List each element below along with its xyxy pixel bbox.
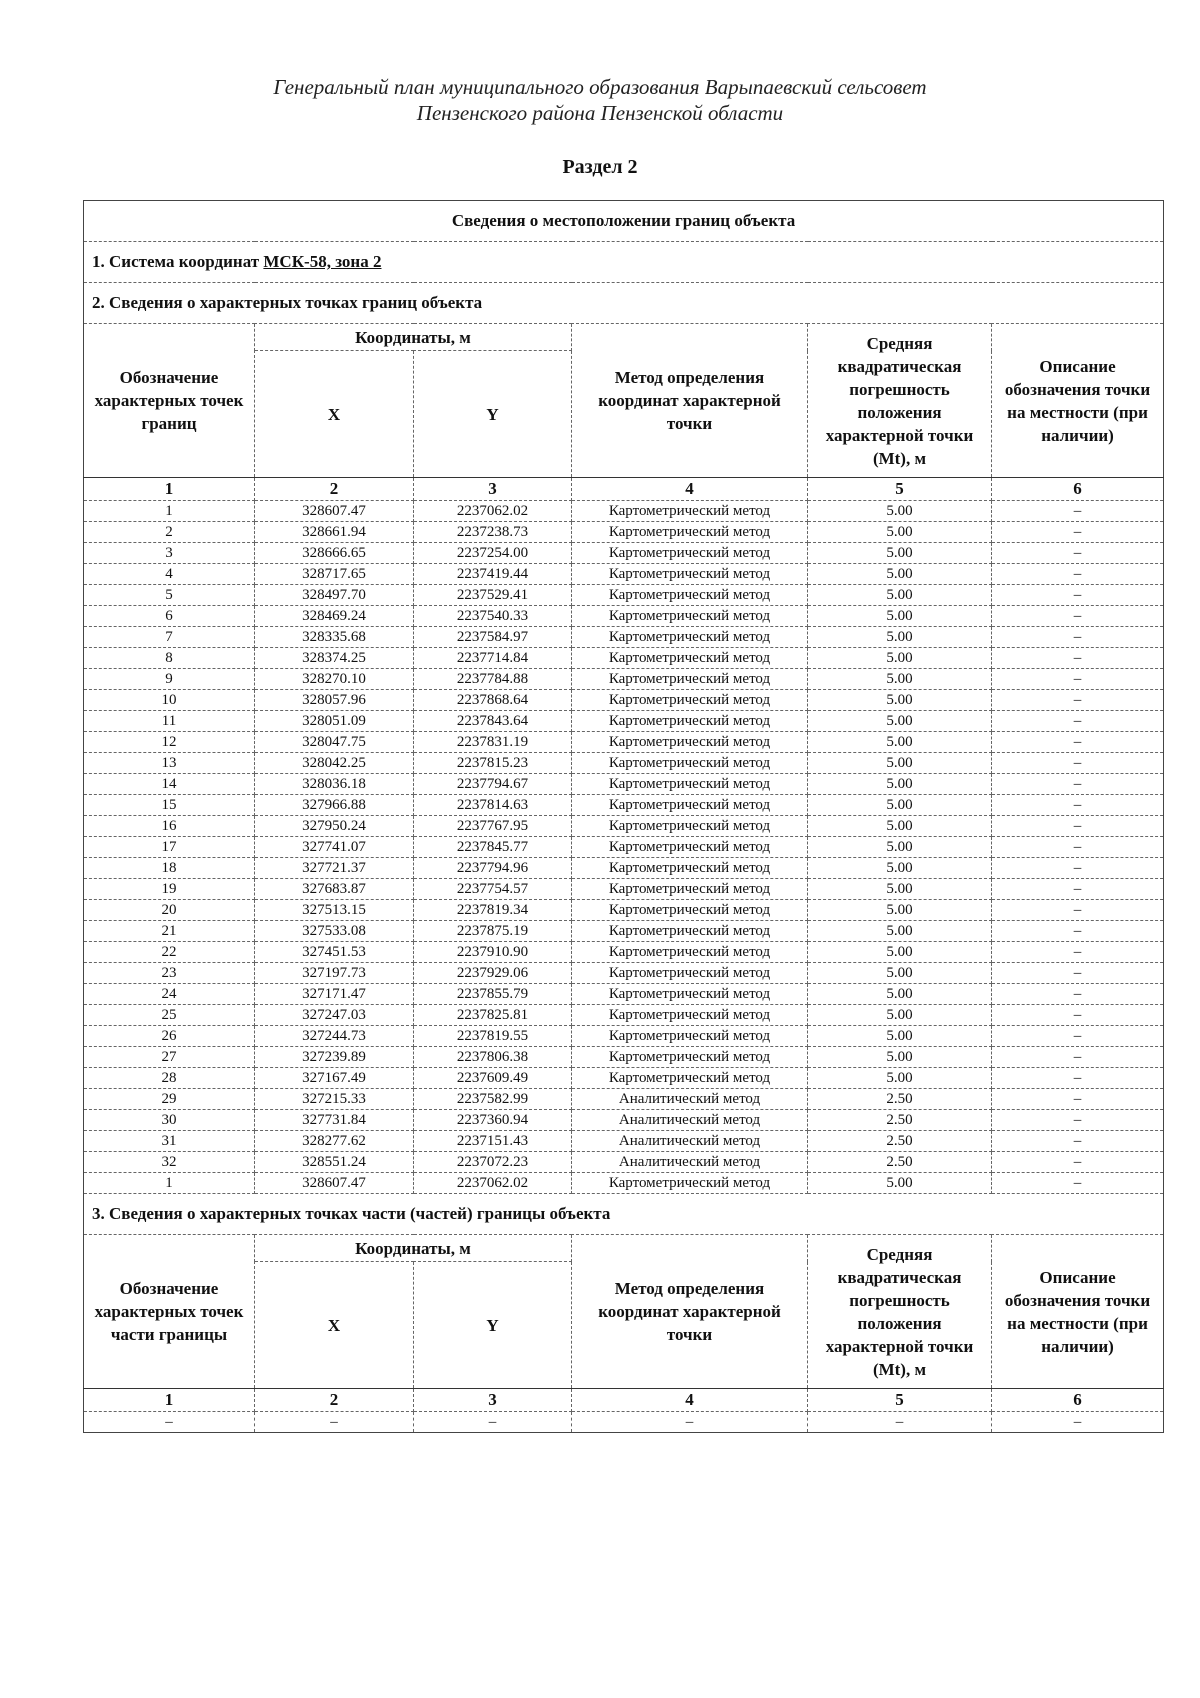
part-column-number-row bbox=[84, 1389, 1164, 1412]
cell-point-id: 21 bbox=[84, 921, 255, 942]
points-col-number: 6 bbox=[992, 478, 1164, 501]
cell-description: – bbox=[992, 837, 1164, 858]
cell-coord-x: 328036.18 bbox=[255, 774, 414, 795]
cell-method: Картометрический метод bbox=[572, 543, 808, 564]
cell-description: – bbox=[992, 795, 1164, 816]
cell-error: 5.00 bbox=[808, 543, 992, 564]
cell-description: – bbox=[992, 606, 1164, 627]
cell-description: – bbox=[992, 1089, 1164, 1110]
cell-coord-y: 2237767.95 bbox=[414, 816, 572, 837]
header-row-1 bbox=[84, 324, 1164, 351]
cell-coord-x: 328661.94 bbox=[255, 522, 414, 543]
cell-coord-x: 328607.47 bbox=[255, 1173, 414, 1194]
cell-description: – bbox=[992, 753, 1164, 774]
cell-coord-y: 2237843.64 bbox=[414, 711, 572, 732]
cell-description: – bbox=[992, 774, 1164, 795]
cell-method: Картометрический метод bbox=[572, 585, 808, 606]
cell-method: Картометрический метод bbox=[572, 879, 808, 900]
cell-description: – bbox=[992, 1047, 1164, 1068]
header-x: X bbox=[255, 351, 414, 478]
cell-method: Картометрический метод bbox=[572, 816, 808, 837]
cell-error: 5.00 bbox=[808, 1026, 992, 1047]
cell-coord-x: 328047.75 bbox=[255, 732, 414, 753]
cell-description: – bbox=[992, 711, 1164, 732]
cell-coord-x: 328666.65 bbox=[255, 543, 414, 564]
cell-coord-x: 328497.70 bbox=[255, 585, 414, 606]
cell-coord-y: 2237419.44 bbox=[414, 564, 572, 585]
cell-coord-x: 327533.08 bbox=[255, 921, 414, 942]
cell-method: Картометрический метод bbox=[572, 1026, 808, 1047]
cell-point-id: 12 bbox=[84, 732, 255, 753]
cell-coord-y: 2237929.06 bbox=[414, 963, 572, 984]
cell-method: Аналитический метод bbox=[572, 1110, 808, 1131]
cell-error: 5.00 bbox=[808, 606, 992, 627]
section3-title: 3. Сведения о характерных точках части (частей) границы объекта bbox=[84, 1194, 1164, 1235]
table-row bbox=[84, 627, 1164, 648]
points-col-number: 1 bbox=[84, 478, 255, 501]
cell-error: 5.00 bbox=[808, 1068, 992, 1089]
part-col-number: 2 bbox=[255, 1389, 414, 1412]
cell-error: 5.00 bbox=[808, 858, 992, 879]
header-line-2: Пензенского района Пензенской области bbox=[416, 101, 784, 125]
cell-description: – bbox=[992, 669, 1164, 690]
points-col-number: 3 bbox=[414, 478, 572, 501]
cell-coord-x: 328469.24 bbox=[255, 606, 414, 627]
cell-point-id: 29 bbox=[84, 1089, 255, 1110]
cell-coord-x: 327731.84 bbox=[255, 1110, 414, 1131]
cell-point-id: 23 bbox=[84, 963, 255, 984]
cell-error: 5.00 bbox=[808, 669, 992, 690]
cell-coord-x: 328042.25 bbox=[255, 753, 414, 774]
cell-coord-y: 2237360.94 bbox=[414, 1110, 572, 1131]
cell-method: – bbox=[572, 1412, 808, 1433]
cell-coord-y: 2237529.41 bbox=[414, 585, 572, 606]
cell-point-id: 7 bbox=[84, 627, 255, 648]
header-coords: Координаты, м bbox=[255, 324, 572, 351]
cell-coord-y: 2237254.00 bbox=[414, 543, 572, 564]
cell-coord-y: 2237806.38 bbox=[414, 1047, 572, 1068]
cell-error: 5.00 bbox=[808, 795, 992, 816]
table-row bbox=[84, 837, 1164, 858]
cell-description: – bbox=[992, 1152, 1164, 1173]
cell-error: 5.00 bbox=[808, 501, 992, 522]
cell-description: – bbox=[992, 1131, 1164, 1152]
table-row bbox=[84, 669, 1164, 690]
cell-point-id: 11 bbox=[84, 711, 255, 732]
coord-system-row bbox=[84, 242, 1164, 283]
cell-error: 5.00 bbox=[808, 1005, 992, 1026]
cell-coord-y: 2237794.96 bbox=[414, 858, 572, 879]
cell-error: 2.50 bbox=[808, 1089, 992, 1110]
section-title: Раздел 2 bbox=[562, 156, 638, 178]
cell-coord-y: 2237868.64 bbox=[414, 690, 572, 711]
cell-method: Картометрический метод bbox=[572, 732, 808, 753]
coord-system-cell bbox=[84, 242, 1164, 283]
cell-coord-y: 2237062.02 bbox=[414, 1173, 572, 1194]
part-col-number: 1 bbox=[84, 1389, 255, 1412]
cell-coord-x: 327171.47 bbox=[255, 984, 414, 1005]
cell-error: 5.00 bbox=[808, 1047, 992, 1068]
cell-error: 5.00 bbox=[808, 837, 992, 858]
cell-description: – bbox=[992, 1005, 1164, 1026]
cell-error: 5.00 bbox=[808, 879, 992, 900]
cell-method: Картометрический метод bbox=[572, 774, 808, 795]
cell-method: Аналитический метод bbox=[572, 1131, 808, 1152]
cell-coord-x: 327247.03 bbox=[255, 1005, 414, 1026]
cell-coord-x: 327741.07 bbox=[255, 837, 414, 858]
cell-coord-x: 328270.10 bbox=[255, 669, 414, 690]
cell-error: 5.00 bbox=[808, 753, 992, 774]
section3-title-row bbox=[84, 1194, 1164, 1235]
cell-point-id: 25 bbox=[84, 1005, 255, 1026]
cell-error: 2.50 bbox=[808, 1110, 992, 1131]
part-col-number: 6 bbox=[992, 1389, 1164, 1412]
cell-error: 5.00 bbox=[808, 963, 992, 984]
cell-method: Картометрический метод bbox=[572, 669, 808, 690]
cell-method: Картометрический метод bbox=[572, 984, 808, 1005]
cell-error: 5.00 bbox=[808, 984, 992, 1005]
cell-point-id: 4 bbox=[84, 564, 255, 585]
table-title: Сведения о местоположении границ объекта bbox=[84, 201, 1164, 242]
cell-method: Картометрический метод bbox=[572, 1005, 808, 1026]
cell-method: Картометрический метод bbox=[572, 837, 808, 858]
cell-description: – bbox=[992, 585, 1164, 606]
cell-coord-y: 2237819.55 bbox=[414, 1026, 572, 1047]
part-col-number: 5 bbox=[808, 1389, 992, 1412]
cell-point-id: 30 bbox=[84, 1110, 255, 1131]
cell-description: – bbox=[992, 858, 1164, 879]
part-table-row bbox=[84, 1412, 1164, 1433]
cell-point-id: 24 bbox=[84, 984, 255, 1005]
cell-point-id: 1 bbox=[84, 501, 255, 522]
cell-description: – bbox=[992, 942, 1164, 963]
cell-method: Картометрический метод bbox=[572, 1047, 808, 1068]
section2-title-row bbox=[84, 283, 1164, 324]
document-header bbox=[0, 74, 1200, 126]
cell-point-id: 16 bbox=[84, 816, 255, 837]
cell-method: Картометрический метод bbox=[572, 648, 808, 669]
cell-method: Картометрический метод bbox=[572, 753, 808, 774]
cell-point-id: 26 bbox=[84, 1026, 255, 1047]
section2-title: 2. Сведения о характерных точках границ объекта bbox=[84, 283, 1164, 324]
cell-point-id: 10 bbox=[84, 690, 255, 711]
cell-coord-x: 328374.25 bbox=[255, 648, 414, 669]
cell-point-id: 31 bbox=[84, 1131, 255, 1152]
header-line-1: Генеральный план муниципального образования Варыпаевский сельсовет bbox=[273, 75, 927, 99]
cell-coord-y: 2237062.02 bbox=[414, 501, 572, 522]
cell-point-id: 19 bbox=[84, 879, 255, 900]
cell-coord-x: – bbox=[255, 1412, 414, 1433]
cell-method: Картометрический метод bbox=[572, 921, 808, 942]
table-row bbox=[84, 711, 1164, 732]
cell-description: – bbox=[992, 1068, 1164, 1089]
cell-error: 5.00 bbox=[808, 648, 992, 669]
cell-coord-y: 2237814.63 bbox=[414, 795, 572, 816]
cell-error: 5.00 bbox=[808, 711, 992, 732]
coord-system-value: МСК-58, зона 2 bbox=[263, 252, 382, 271]
table-row bbox=[84, 1005, 1164, 1026]
cell-point-id: 18 bbox=[84, 858, 255, 879]
part-col-number: 4 bbox=[572, 1389, 808, 1412]
cell-coord-y: 2237238.73 bbox=[414, 522, 572, 543]
cell-coord-x: 327721.37 bbox=[255, 858, 414, 879]
header-description: Описание обозначения точки на местности (при наличии) bbox=[992, 324, 1164, 478]
cell-coord-y: 2237540.33 bbox=[414, 606, 572, 627]
cell-error: 5.00 bbox=[808, 942, 992, 963]
table-row bbox=[84, 690, 1164, 711]
cell-coord-y: 2237784.88 bbox=[414, 669, 572, 690]
cell-coord-x: 327513.15 bbox=[255, 900, 414, 921]
cell-error: 5.00 bbox=[808, 774, 992, 795]
part-header-y: Y bbox=[414, 1262, 572, 1389]
cell-description: – bbox=[992, 816, 1164, 837]
points-col-number: 5 bbox=[808, 478, 992, 501]
cell-error: 5.00 bbox=[808, 921, 992, 942]
cell-coord-y: 2237910.90 bbox=[414, 942, 572, 963]
cell-coord-x: 327966.88 bbox=[255, 795, 414, 816]
boundary-points-table bbox=[83, 200, 1164, 1433]
cell-coord-y: 2237072.23 bbox=[414, 1152, 572, 1173]
cell-coord-x: 327239.89 bbox=[255, 1047, 414, 1068]
part-col-number: 3 bbox=[414, 1389, 572, 1412]
cell-description: – bbox=[992, 963, 1164, 984]
cell-error: 5.00 bbox=[808, 627, 992, 648]
table-row bbox=[84, 984, 1164, 1005]
header-points: Обозначение характерных точек границ bbox=[84, 324, 255, 478]
cell-coord-y: 2237609.49 bbox=[414, 1068, 572, 1089]
cell-description: – bbox=[992, 732, 1164, 753]
cell-description: – bbox=[992, 984, 1164, 1005]
cell-coord-y: – bbox=[414, 1412, 572, 1433]
cell-method: Картометрический метод bbox=[572, 942, 808, 963]
table-row bbox=[84, 816, 1164, 837]
cell-point-id: 9 bbox=[84, 669, 255, 690]
cell-coord-y: 2237819.34 bbox=[414, 900, 572, 921]
header-y: Y bbox=[414, 351, 572, 478]
table-row bbox=[84, 606, 1164, 627]
part-header-coords: Координаты, м bbox=[255, 1235, 572, 1262]
cell-description: – bbox=[992, 627, 1164, 648]
table-row bbox=[84, 942, 1164, 963]
cell-coord-y: 2237845.77 bbox=[414, 837, 572, 858]
cell-method: Картометрический метод bbox=[572, 1068, 808, 1089]
table-row bbox=[84, 1152, 1164, 1173]
table-row bbox=[84, 879, 1164, 900]
cell-method: Картометрический метод bbox=[572, 711, 808, 732]
cell-point-id: 20 bbox=[84, 900, 255, 921]
header-method: Метод определения координат характерной точки bbox=[572, 324, 808, 478]
cell-error: 5.00 bbox=[808, 1173, 992, 1194]
cell-point-id: 8 bbox=[84, 648, 255, 669]
part-header-method: Метод определения координат характерной точки bbox=[572, 1235, 808, 1389]
table-row bbox=[84, 963, 1164, 984]
cell-coord-x: 328051.09 bbox=[255, 711, 414, 732]
cell-method: Аналитический метод bbox=[572, 1152, 808, 1173]
cell-description: – bbox=[992, 1412, 1164, 1433]
cell-error: 5.00 bbox=[808, 816, 992, 837]
table-row bbox=[84, 858, 1164, 879]
cell-method: Картометрический метод bbox=[572, 690, 808, 711]
cell-method: Картометрический метод bbox=[572, 606, 808, 627]
cell-coord-y: 2237831.19 bbox=[414, 732, 572, 753]
cell-point-id: 5 bbox=[84, 585, 255, 606]
cell-point-id: 22 bbox=[84, 942, 255, 963]
cell-coord-x: 328057.96 bbox=[255, 690, 414, 711]
cell-description: – bbox=[992, 900, 1164, 921]
cell-coord-x: 327683.87 bbox=[255, 879, 414, 900]
points-col-number: 2 bbox=[255, 478, 414, 501]
cell-error: 2.50 bbox=[808, 1152, 992, 1173]
cell-error: 5.00 bbox=[808, 690, 992, 711]
cell-point-id: 28 bbox=[84, 1068, 255, 1089]
table-row bbox=[84, 501, 1164, 522]
cell-description: – bbox=[992, 879, 1164, 900]
cell-point-id: 32 bbox=[84, 1152, 255, 1173]
cell-description: – bbox=[992, 648, 1164, 669]
part-header-error: Средняя квадратическая погрешность положения характерной точки (Mt), м bbox=[808, 1235, 992, 1389]
table-row bbox=[84, 900, 1164, 921]
cell-method: Картометрический метод bbox=[572, 627, 808, 648]
cell-coord-y: 2237714.84 bbox=[414, 648, 572, 669]
table-row bbox=[84, 648, 1164, 669]
table-row bbox=[84, 543, 1164, 564]
cell-method: Картометрический метод bbox=[572, 564, 808, 585]
cell-coord-y: 2237754.57 bbox=[414, 879, 572, 900]
table-row bbox=[84, 1110, 1164, 1131]
coord-system-label: 1. Система координат bbox=[92, 252, 264, 271]
table-title-row bbox=[84, 201, 1164, 242]
cell-description: – bbox=[992, 501, 1164, 522]
cell-error: 5.00 bbox=[808, 522, 992, 543]
header-points-part: Обозначение характерных точек части границы bbox=[84, 1235, 255, 1389]
table-row bbox=[84, 753, 1164, 774]
table-row bbox=[84, 1089, 1164, 1110]
cell-error: 2.50 bbox=[808, 1131, 992, 1152]
cell-point-id: 17 bbox=[84, 837, 255, 858]
points-col-number: 4 bbox=[572, 478, 808, 501]
cell-description: – bbox=[992, 522, 1164, 543]
cell-point-id: 15 bbox=[84, 795, 255, 816]
cell-coord-x: 327244.73 bbox=[255, 1026, 414, 1047]
cell-coord-y: 2237855.79 bbox=[414, 984, 572, 1005]
cell-coord-y: 2237825.81 bbox=[414, 1005, 572, 1026]
cell-method: Картометрический метод bbox=[572, 522, 808, 543]
cell-coord-x: 327950.24 bbox=[255, 816, 414, 837]
cell-method: Картометрический метод bbox=[572, 1173, 808, 1194]
cell-point-id: 3 bbox=[84, 543, 255, 564]
cell-method: Картометрический метод bbox=[572, 501, 808, 522]
cell-method: Картометрический метод bbox=[572, 858, 808, 879]
part-header-x: X bbox=[255, 1262, 414, 1389]
header-error: Средняя квадратическая погрешность положения характерной точки (Mt), м bbox=[808, 324, 992, 478]
cell-point-id: 2 bbox=[84, 522, 255, 543]
cell-description: – bbox=[992, 564, 1164, 585]
table-row bbox=[84, 774, 1164, 795]
table-row bbox=[84, 795, 1164, 816]
cell-description: – bbox=[992, 921, 1164, 942]
cell-coord-x: 328717.65 bbox=[255, 564, 414, 585]
cell-description: – bbox=[992, 543, 1164, 564]
cell-coord-y: 2237151.43 bbox=[414, 1131, 572, 1152]
cell-error: 5.00 bbox=[808, 732, 992, 753]
cell-coord-y: 2237875.19 bbox=[414, 921, 572, 942]
cell-description: – bbox=[992, 1026, 1164, 1047]
cell-point-id: 1 bbox=[84, 1173, 255, 1194]
cell-coord-x: 327451.53 bbox=[255, 942, 414, 963]
cell-point-id: 13 bbox=[84, 753, 255, 774]
table-row bbox=[84, 1068, 1164, 1089]
table-row bbox=[84, 921, 1164, 942]
cell-coord-x: 328335.68 bbox=[255, 627, 414, 648]
cell-coord-x: 328277.62 bbox=[255, 1131, 414, 1152]
cell-description: – bbox=[992, 690, 1164, 711]
cell-method: Картометрический метод bbox=[572, 963, 808, 984]
cell-point-id: 27 bbox=[84, 1047, 255, 1068]
cell-coord-x: 327167.49 bbox=[255, 1068, 414, 1089]
table-row bbox=[84, 732, 1164, 753]
cell-coord-x: 328551.24 bbox=[255, 1152, 414, 1173]
table-row bbox=[84, 1131, 1164, 1152]
cell-method: Аналитический метод bbox=[572, 1089, 808, 1110]
cell-error: 5.00 bbox=[808, 900, 992, 921]
cell-coord-y: 2237815.23 bbox=[414, 753, 572, 774]
cell-coord-x: 327215.33 bbox=[255, 1089, 414, 1110]
cell-coord-x: 328607.47 bbox=[255, 501, 414, 522]
cell-method: Картометрический метод bbox=[572, 900, 808, 921]
table-row bbox=[84, 564, 1164, 585]
part-header-row-1 bbox=[84, 1235, 1164, 1262]
cell-coord-y: 2237584.97 bbox=[414, 627, 572, 648]
table-row bbox=[84, 1173, 1164, 1194]
cell-description: – bbox=[992, 1110, 1164, 1131]
cell-coord-y: 2237794.67 bbox=[414, 774, 572, 795]
cell-point-id: 14 bbox=[84, 774, 255, 795]
table-row bbox=[84, 522, 1164, 543]
table-row bbox=[84, 1026, 1164, 1047]
cell-point-id: 6 bbox=[84, 606, 255, 627]
cell-error: – bbox=[808, 1412, 992, 1433]
part-header-description: Описание обозначения точки на местности (при наличии) bbox=[992, 1235, 1164, 1389]
cell-point-id: – bbox=[84, 1412, 255, 1433]
cell-error: 5.00 bbox=[808, 585, 992, 606]
cell-error: 5.00 bbox=[808, 564, 992, 585]
cell-coord-x: 327197.73 bbox=[255, 963, 414, 984]
table-row bbox=[84, 1047, 1164, 1068]
cell-description: – bbox=[992, 1173, 1164, 1194]
column-number-row bbox=[84, 478, 1164, 501]
cell-coord-y: 2237582.99 bbox=[414, 1089, 572, 1110]
table-row bbox=[84, 585, 1164, 606]
cell-method: Картометрический метод bbox=[572, 795, 808, 816]
